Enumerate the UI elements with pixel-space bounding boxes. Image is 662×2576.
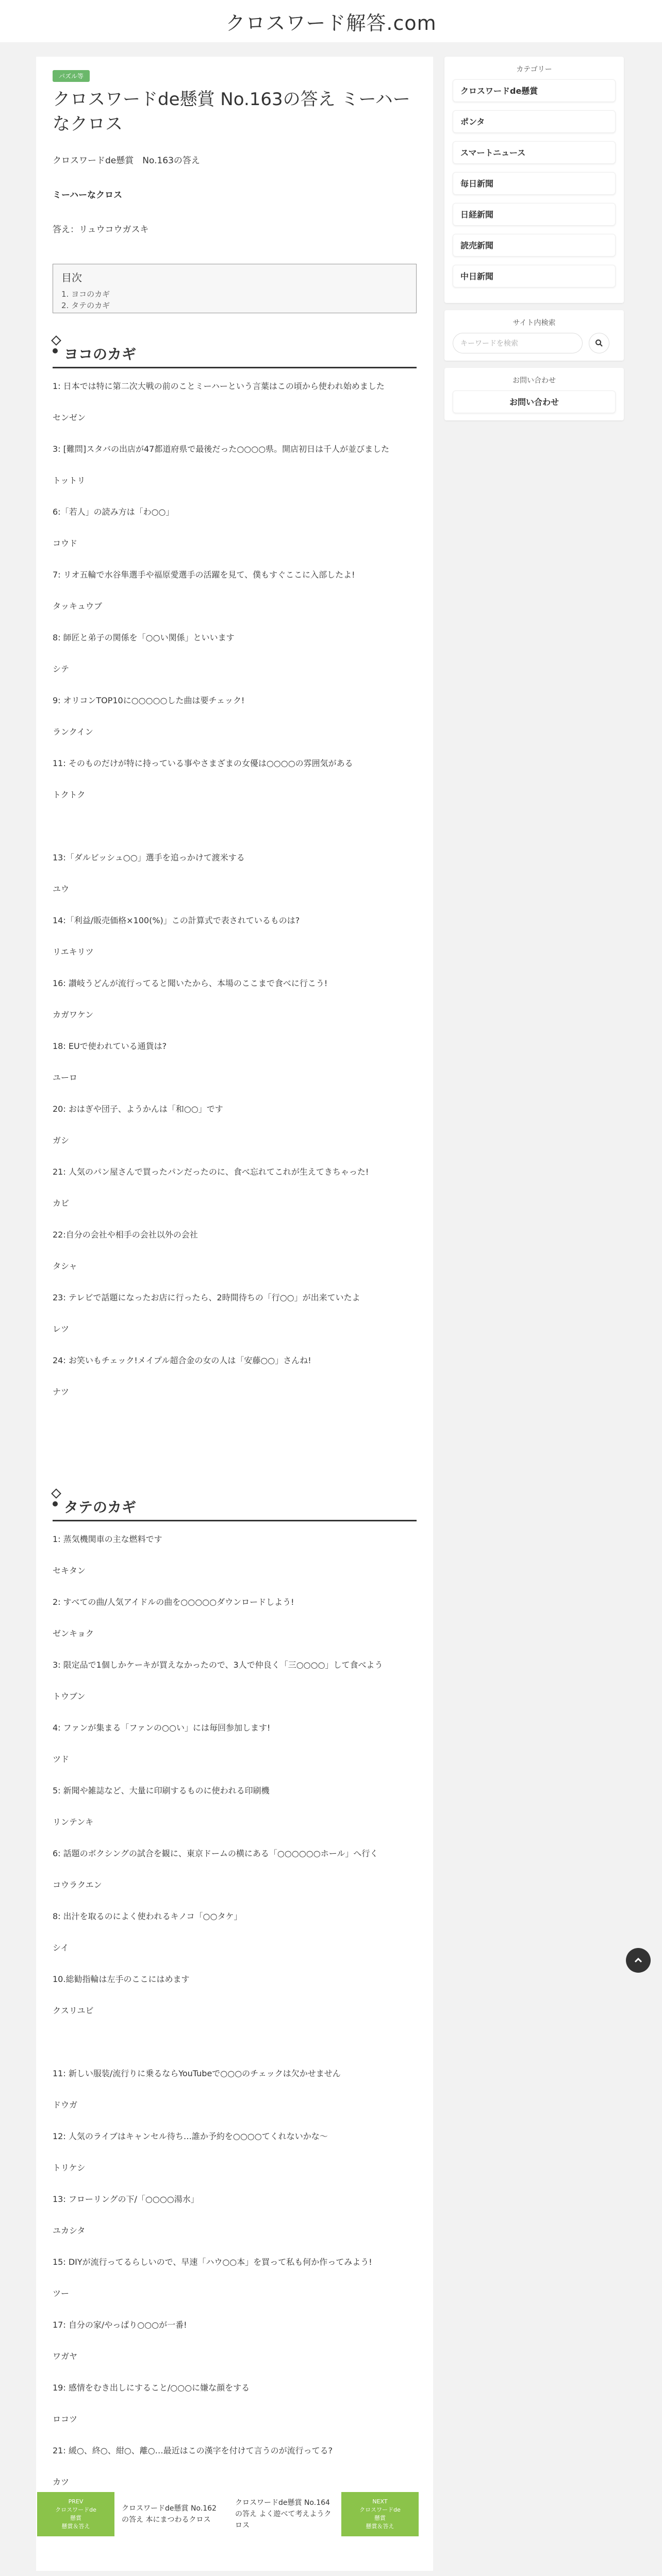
bullet-icon [53, 348, 58, 353]
next-post-link[interactable]: クロスワードde懸賞 No.164の答え よく遊べて考えようクロス [235, 2499, 332, 2530]
section-heading-yoko [53, 336, 417, 368]
widget-title: カテゴリー [516, 65, 552, 74]
clue-answer: ツド [53, 1754, 70, 1764]
sidebar-category-item[interactable]: 毎日新聞 [453, 172, 616, 195]
sidebar-category-item[interactable]: スマートニュース [453, 141, 616, 164]
prev-post-link[interactable]: クロスワードde懸賞 No.162の答え 本にまつわるクロス [122, 2504, 217, 2524]
clue-question: カガワケン [53, 1010, 94, 1020]
clue-answer: ランクイン [53, 727, 93, 737]
clue-question: ユーロ [53, 1073, 78, 1082]
clue-question: リエキリツ [53, 947, 94, 957]
search-widget [444, 310, 624, 361]
clue-answer: トウブン [53, 1691, 86, 1701]
clue-question: 3: 限定品で1個しかケーキが買えなかったので、3人で仲良く「三○○○○」して食べよう [53, 1660, 383, 1670]
clue-question: 5: 新聞や雑誌など、大量に印刷するものに使われる印刷機 [53, 1786, 270, 1795]
site-title[interactable]: クロスワード解答.com [225, 11, 437, 35]
thumb-text: 懸賞 [374, 2515, 386, 2521]
yoko-clue-list [53, 380, 417, 1417]
intro-answer: 答え：リュウコウガスキ [53, 225, 149, 235]
clue-answer: トクトク [53, 790, 86, 800]
section-heading-text: タテのカギ [64, 1499, 137, 1516]
clue-question: 7: リオ五輪で水谷隼選手や福原愛選手の活躍を見て、僕もすぐここに入部したよ! [53, 570, 355, 580]
intro-line: クロスワードde懸賞 No.163の答え [53, 156, 200, 166]
clue-answer: 13:「ダルビッシュ○○」選手を追っかけて渡米する [53, 853, 245, 862]
clue-answer: 17: 自分の家/やっぱり○○○が一番! [53, 2320, 187, 2330]
clue-question: 6:「若人」の読み方は「わ○○」 [53, 507, 174, 517]
thumb-badge: NEXT [372, 2498, 388, 2505]
thumb-badge: PREV [68, 2498, 84, 2505]
clue-answer: 23: テレビで話題になったお店に行ったら、2時間待ちの「行○○」が出来ていたよ [53, 1293, 360, 1302]
clue-question: 2: すべての曲/人気アイドルの曲を○○○○○ダウンロードしよう! [53, 1597, 294, 1607]
clue-question: レツ [53, 1324, 70, 1334]
section-heading-text: ヨコのカギ [64, 346, 137, 363]
clue-gap [53, 820, 417, 851]
clue-question: 3: [難問]スタバの出店が47都道府県で最後だった○○○○県。開店初日は千人が並びました [53, 444, 390, 454]
category-widget [444, 57, 624, 303]
thumb-text: 懸賞＆答え [366, 2523, 394, 2530]
clue-question: 1: 蒸気機関車の主な燃料です [53, 1534, 162, 1544]
clue-answer: 13: フローリングの下/「○○○○湯水」 [53, 2194, 199, 2204]
article-main [36, 57, 433, 2571]
category-label[interactable]: パズル等 [53, 70, 90, 82]
next-post-thumbnail[interactable] [341, 2492, 419, 2536]
sidebar-category-item[interactable]: 中日新聞 [453, 265, 616, 287]
clue-question: ロコツ [53, 2414, 78, 2424]
clue-question: ユウ [53, 884, 70, 894]
widget-title: お問い合わせ [512, 377, 556, 385]
search-icon [595, 339, 603, 347]
widget-title: サイト内検索 [512, 319, 556, 327]
clue-question: 8: 出汁を取るのによく使われるキノコ「○○タケ」 [53, 1911, 242, 1921]
clue-answer: 19: 感情をむき出しにすること/○○○に嫌な顔をする [53, 2383, 250, 2393]
clue-answer: ゼンキョク [53, 1629, 94, 1638]
clue-answer: 20: おはぎや団子、ようかんは「和○○」です [53, 1104, 223, 1114]
bullet-icon [53, 1501, 58, 1506]
clue-question: ナツ [53, 1387, 69, 1397]
thumb-text: 懸賞 [70, 2515, 81, 2521]
clue-answer: コウド [53, 538, 78, 548]
clue-answer: クスリユビ [53, 2006, 94, 2015]
toc-item[interactable]: 2. タテのカギ [61, 301, 110, 310]
clue-gap [53, 2036, 417, 2067]
intro-line: ミーハーなクロス [53, 190, 123, 200]
clue-answer: 12: 人気のライブはキャンセル待ち…誰か予約を○○○○てくれないかな～ [53, 2131, 328, 2141]
clue-answer: 15: DIYが流行ってるらしいので、早速「ハウ○○本」を買って私も何か作ってみよう! [53, 2257, 372, 2267]
sidebar [444, 57, 624, 428]
sidebar-category-item[interactable]: 読売新聞 [453, 234, 616, 257]
clue-question: ワガヤ [53, 2351, 78, 2361]
clue-answer: 21: 人気のパン屋さんで買ったパンだったのに、食べ忘れてこれが生えてきちゃった! [53, 1167, 369, 1177]
clue-question: トリケシ [53, 2163, 86, 2173]
chevron-up-icon [633, 1955, 643, 1965]
sidebar-category-item[interactable]: ポンタ [453, 110, 616, 133]
clue-answer: トットリ [53, 476, 86, 485]
section-heading-tate [53, 1489, 417, 1521]
clue-question: ドウガ [53, 2100, 78, 2110]
clue-answer: 14:「利益/販売価格×100(%)」この計算式で表されているものは? [53, 916, 300, 925]
thumb-text: 懸賞＆答え [61, 2523, 90, 2530]
clue-question: ガシ [53, 1136, 70, 1145]
sidebar-category-item[interactable]: 日経新聞 [453, 203, 616, 226]
diamond-icon [51, 1488, 61, 1499]
clue-answer: 22:自分の会社や相手の会社以外の会社 [53, 1230, 198, 1240]
clue-answer: コウラクエン [53, 1880, 102, 1890]
table-of-contents [53, 264, 417, 313]
post-pager [36, 2488, 433, 2540]
clue-answer: 18: EUで使われている通貨は? [53, 1041, 167, 1051]
clue-question: ユカシタ [53, 2226, 86, 2235]
article-intro [53, 153, 417, 235]
clue-answer: 11: 新しい服装/流行りに乗るならYouTubeで○○○のチェックは欠かせません [53, 2069, 341, 2078]
clue-question: カビ [53, 1198, 70, 1208]
clue-answer: センゼン [53, 413, 86, 422]
article-title: クロスワードde懸賞 No.163の答え ミーハーなクロス [53, 89, 410, 134]
back-to-top-button[interactable] [626, 1948, 651, 1973]
clue-question: 11: そのものだけが特に持っている事やさまざまの女優は○○○○の雰囲気がある [53, 758, 353, 768]
prev-post-thumbnail[interactable] [37, 2492, 114, 2536]
clue-question: 9: オリコンTOP10に○○○○○した曲は要チェック! [53, 696, 245, 705]
toc-item[interactable]: 1. ヨコのカギ [61, 290, 110, 299]
search-input[interactable]: キーワードを検索 [453, 333, 583, 353]
clue-answer: セキタン [53, 1566, 86, 1575]
clue-question: カツ [53, 2477, 70, 2487]
clue-answer: リンテンキ [53, 1817, 94, 1827]
clue-answer: 16: 讃岐うどんが流行ってると聞いたから、本場のここまで食べに行こう! [53, 978, 328, 988]
search-button[interactable] [589, 333, 609, 353]
site-header [0, 0, 662, 42]
thumb-text: クロスワードde [359, 2506, 401, 2513]
contact-widget [444, 368, 624, 420]
clue-question: 10.総勧指輪は左手のここにはめます [53, 1974, 190, 1984]
contact-button[interactable]: お問い合わせ [453, 391, 616, 413]
clue-question: 1: 日本では特に第二次大戦の前のことミーハーという言葉はこの頃から使われ始めました [53, 381, 385, 391]
clue-question: ツー [53, 2289, 70, 2298]
diamond-icon [51, 335, 61, 346]
thumb-text: クロスワードde [55, 2506, 96, 2513]
clue-question: タシャ [53, 1261, 77, 1271]
clue-answer: シテ [53, 664, 70, 674]
tate-clue-list [53, 1533, 417, 2507]
toc-title: 目次 [61, 272, 82, 284]
clue-answer: シイ [53, 1943, 69, 1953]
clue-answer: 21: 緩○、終○、紺○、離○…最近はこの漢字を付けて言うのが流行ってる? [53, 2446, 333, 2455]
clue-question: 4: ファンが集まる「ファンの○○い」には毎回参加します! [53, 1723, 271, 1733]
clue-question: 8: 師匠と弟子の関係を「○○い関係」といいます [53, 633, 235, 642]
clue-answer: 24: お笑いもチェック!メイプル超合金の女の人は「安藤○○」さんね! [53, 1355, 311, 1365]
clue-answer: タッキュウブ [53, 601, 103, 611]
clue-question: 6: 話題のボクシングの試合を観に、東京ドームの横にある「○○○○○○ホール」へ行く [53, 1849, 378, 1858]
sidebar-category-item[interactable]: クロスワードde懸賞 [453, 79, 616, 102]
